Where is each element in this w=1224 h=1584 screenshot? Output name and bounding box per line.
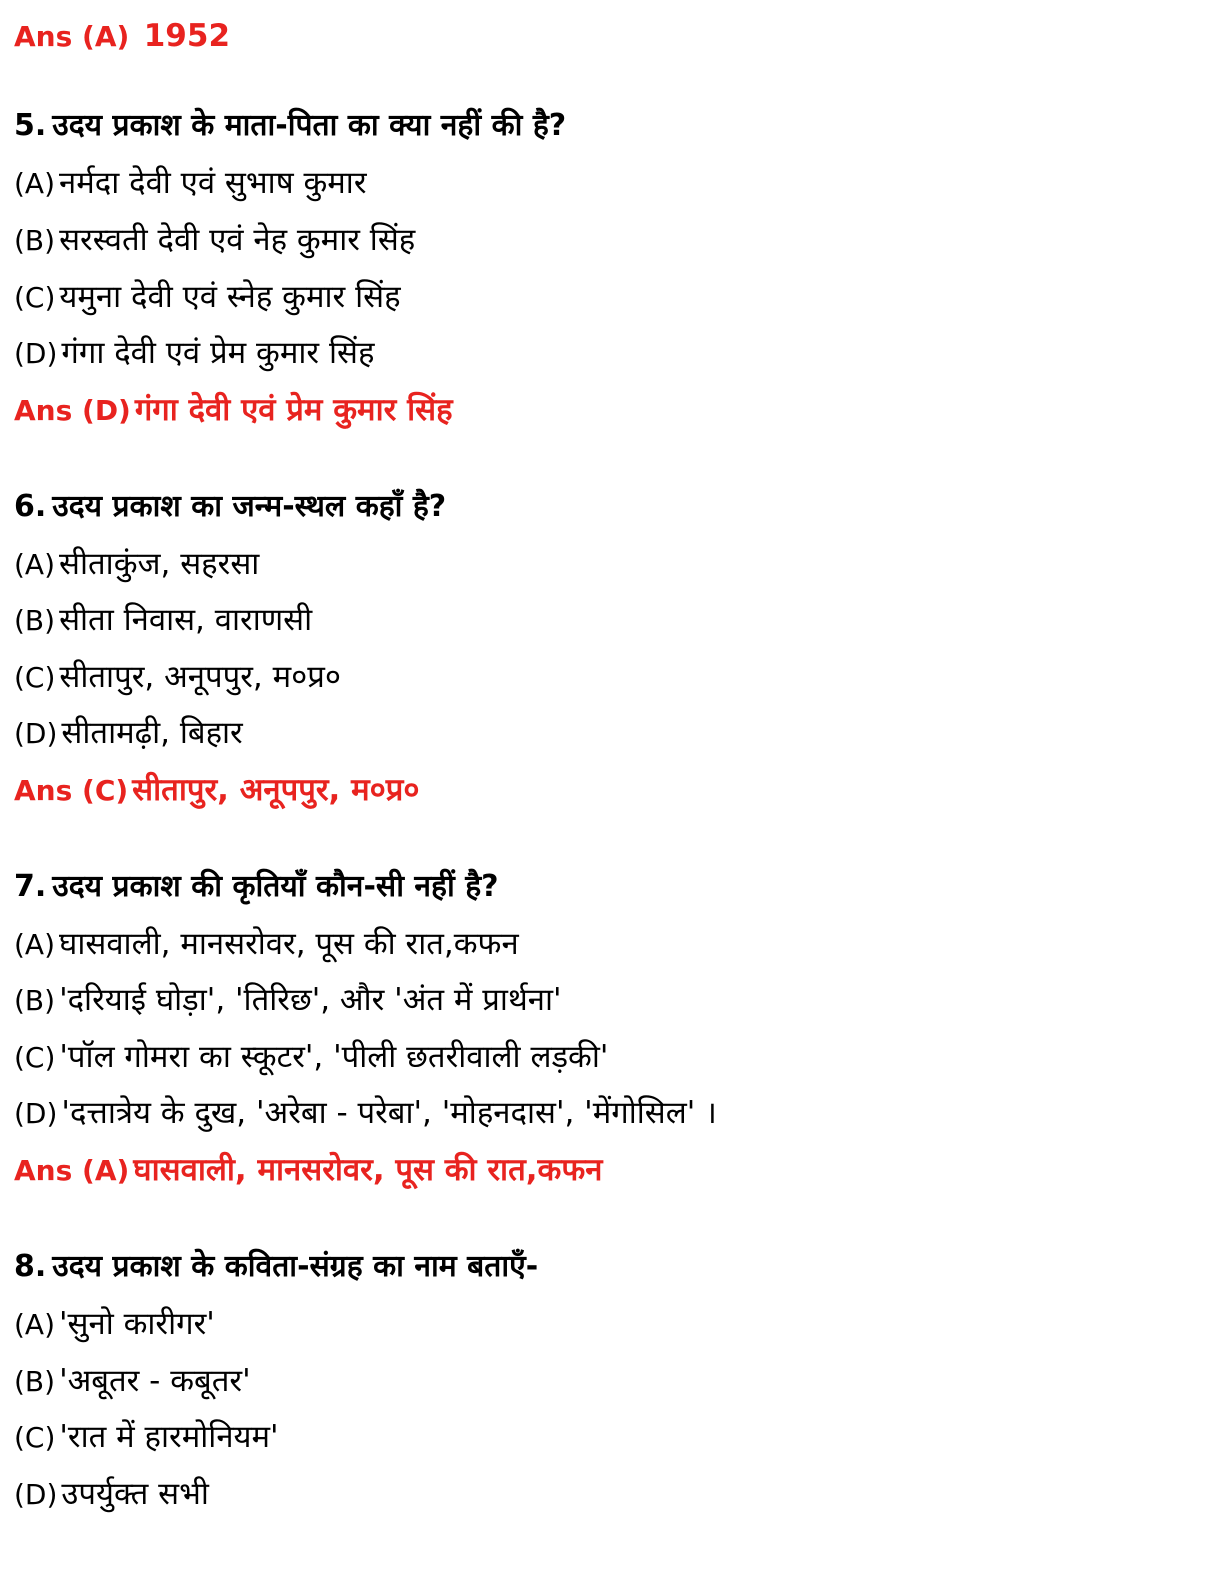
answer-key: Ans (A) xyxy=(14,1154,130,1187)
option-key: (B) xyxy=(14,224,56,257)
option-7b xyxy=(14,980,562,1020)
option-8d xyxy=(14,1474,209,1514)
question-number: 8. xyxy=(14,1249,47,1284)
option-text: 'अबूतर - कबूतर' xyxy=(59,1363,251,1399)
option-8a xyxy=(14,1304,215,1344)
option-key: (D) xyxy=(14,717,58,750)
previous-answer xyxy=(14,16,230,56)
option-7a xyxy=(14,924,519,964)
option-5c xyxy=(14,277,401,317)
option-key: (C) xyxy=(14,1421,56,1454)
option-key: (B) xyxy=(14,1365,56,1398)
option-key: (A) xyxy=(14,548,56,581)
option-8c xyxy=(14,1417,279,1457)
option-text: नर्मदा देवी एवं सुभाष कुमार xyxy=(59,165,367,201)
option-key: (A) xyxy=(14,167,56,200)
question-text: उदय प्रकाश के माता-पिता का क्या नहीं की है? xyxy=(52,108,567,143)
answer-5 xyxy=(14,390,453,430)
option-text: 'दत्तात्रेय के दुख, 'अरेबा - परेबा', 'मोहनदास', 'मेंगोसिल' । xyxy=(61,1095,717,1131)
option-6d xyxy=(14,713,243,753)
option-8b xyxy=(14,1361,251,1401)
question-number: 5. xyxy=(14,108,47,143)
option-key: (D) xyxy=(14,337,58,370)
option-text: 'दरियाई घोड़ा', 'तिरिछ', और 'अंत में प्रार्थना' xyxy=(59,982,562,1018)
option-text: यमुना देवी एवं स्नेह कुमार सिंह xyxy=(59,279,401,315)
option-key: (C) xyxy=(14,1041,56,1074)
answer-7 xyxy=(14,1150,602,1190)
option-text: घासवाली, मानसरोवर, पूस की रात,कफन xyxy=(59,926,519,962)
option-key: (D) xyxy=(14,1478,58,1511)
option-text: 'सुनो कारीगर' xyxy=(59,1306,215,1342)
answer-key: Ans (C) xyxy=(14,774,129,807)
option-text: सीता निवास, वाराणसी xyxy=(59,602,313,638)
option-key: (B) xyxy=(14,984,56,1017)
option-5d xyxy=(14,333,374,373)
answer-key: Ans (A) xyxy=(14,20,130,53)
option-text: सीताकुंज, सहरसा xyxy=(59,546,260,582)
option-key: (C) xyxy=(14,661,56,694)
answer-text: सीतापुर, अनूपपुर, म०प्र० xyxy=(132,772,420,808)
option-key: (A) xyxy=(14,928,56,961)
question-number: 7. xyxy=(14,869,47,904)
option-key: (D) xyxy=(14,1097,58,1130)
option-key: (A) xyxy=(14,1308,56,1341)
question-text: उदय प्रकाश के कविता-संग्रह का नाम बताएँ- xyxy=(52,1249,539,1284)
answer-6 xyxy=(14,770,419,810)
option-6a xyxy=(14,544,259,584)
option-5a xyxy=(14,163,367,203)
answer-text: 1952 xyxy=(143,18,231,54)
option-key: (B) xyxy=(14,604,56,637)
question-text: उदय प्रकाश की कृतियाँ कौन-सी नहीं है? xyxy=(52,869,499,904)
option-6c xyxy=(14,657,341,697)
option-7d xyxy=(14,1093,717,1133)
answer-text: गंगा देवी एवं प्रेम कुमार सिंह xyxy=(134,392,453,428)
option-text: सीतामढ़ी, बिहार xyxy=(61,715,243,751)
option-text: 'रात में हारमोनियम' xyxy=(59,1419,279,1455)
question-number: 6. xyxy=(14,489,47,524)
answer-key: Ans (D) xyxy=(14,394,131,427)
option-text: उपर्युक्त सभी xyxy=(61,1476,209,1512)
option-5b xyxy=(14,220,415,260)
answer-text: घासवाली, मानसरोवर, पूस की रात,कफन xyxy=(133,1152,603,1188)
question-8 xyxy=(14,1247,538,1287)
option-text: 'पॉल गोमरा का स्कूटर', 'पीली छतरीवाली लड़की' xyxy=(59,1039,609,1075)
question-6 xyxy=(14,487,446,527)
option-text: सीतापुर, अनूपपुर, म०प्र० xyxy=(59,659,341,695)
question-5 xyxy=(14,106,566,146)
option-text: गंगा देवी एवं प्रेम कुमार सिंह xyxy=(61,335,375,371)
option-text: सरस्वती देवी एवं नेह कुमार सिंह xyxy=(59,222,416,258)
question-7 xyxy=(14,867,499,907)
option-key: (C) xyxy=(14,281,56,314)
option-7c xyxy=(14,1037,608,1077)
question-text: उदय प्रकाश का जन्म-स्थल कहाँ है? xyxy=(52,489,447,524)
option-6b xyxy=(14,600,312,640)
